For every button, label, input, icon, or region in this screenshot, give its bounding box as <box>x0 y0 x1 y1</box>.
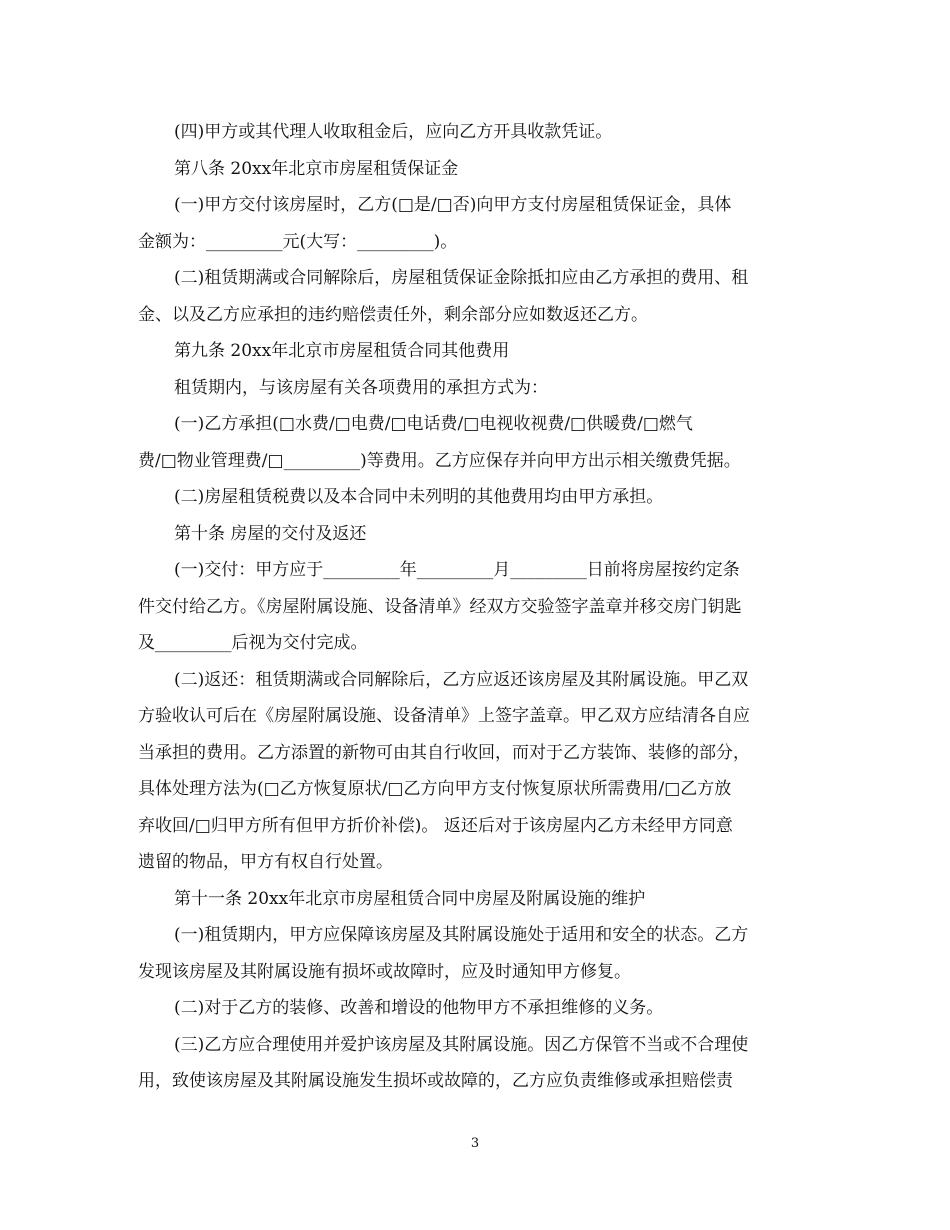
text-line: 发现该房屋及其附属设施有损坏或故障时，应及时通知甲方修复。 <box>138 961 631 982</box>
text-line: 遗留的物品，甲方有权自行处置。 <box>138 852 393 872</box>
text-line: 第十条 房屋的交付及返还 <box>174 523 367 544</box>
text-line: (二)对于乙方的装修、改善和增设的他物甲方不承担维修的义务。 <box>174 998 664 1018</box>
text-line: (二)房屋租赁税费以及本合同中未列明的其他费用均由甲方承担。 <box>174 487 664 507</box>
text-line: 具体处理方法为(□乙方恢复原状/□乙方向甲方支付恢复原状所需费用/□乙方放 <box>138 779 732 799</box>
text-line: 当承担的费用。乙方添置的新物可由其自行收回，而对于乙方装饰、装修的部分， <box>138 742 750 763</box>
text-line: (一)租赁期内，甲方应保障该房屋及其附属设施处于适用和安全的状态。乙方 <box>174 925 749 945</box>
text-line: 第十一条 20xx年北京市房屋租赁合同中房屋及附属设施的维护 <box>174 888 646 909</box>
text-line: 费/□物业管理费/□_________)等费用。乙方应保存并向甲方出示相关缴费凭据。 <box>138 450 741 471</box>
text-line: 弃收回/□归甲方所有但甲方折价补偿)。 返还后对于该房屋内乙方未经甲方同意 <box>138 815 733 836</box>
text-line: 金额为：_________元(大写：_________)。 <box>138 231 458 252</box>
text-line: 件交付给乙方。《房屋附属设施、设备清单》经双方交验签字盖章并移交房门钥匙 <box>138 596 742 617</box>
text-line: 方验收认可后在《房屋附属设施、设备清单》上签字盖章。甲乙双方应结清各自应 <box>138 706 750 726</box>
text-line: (二)返还：租赁期满或合同解除后，乙方应返还该房屋及其附属设施。甲乙双 <box>174 669 749 690</box>
document-body <box>138 114 812 1100</box>
text-line: 租赁期内，与该房屋有关各项费用的承担方式为： <box>174 377 548 398</box>
text-line: 用，致使该房屋及其附属设施发生损坏或故障的，乙方应负责维修或承担赔偿责 <box>138 1071 733 1091</box>
text-line: (四)甲方或其代理人收取租金后，应向乙方开具收款凭证。 <box>174 122 613 142</box>
text-line: (一)甲方交付该房屋时，乙方(□是/□否)向甲方支付房屋租赁保证金，具体 <box>174 195 732 215</box>
text-line: 第九条 20xx年北京市房屋租赁合同其他费用 <box>174 341 510 361</box>
text-line: (二)租赁期满或合同解除后，房屋租赁保证金除抵扣应由乙方承担的费用、租 <box>174 268 749 288</box>
text-line: (一)乙方承担(□水费/□电费/□电话费/□电视收视费/□供暖费/□燃气 <box>174 414 693 434</box>
page-number: 3 <box>470 1136 480 1151</box>
text-line: 及_________后视为交付完成。 <box>138 633 368 653</box>
text-line: 金、以及乙方应承担的违约赔偿责任外，剩余部分应如数返还乙方。 <box>138 304 648 325</box>
text-line: (一)交付：甲方应于_________年_________月_________日前将房屋按约定条 <box>174 560 740 580</box>
text-line: 第八条 20xx年北京市房屋租赁保证金 <box>174 158 459 179</box>
text-line: (三)乙方应合理使用并爱护该房屋及其附属设施。因乙方保管不当或不合理使 <box>174 1034 749 1055</box>
